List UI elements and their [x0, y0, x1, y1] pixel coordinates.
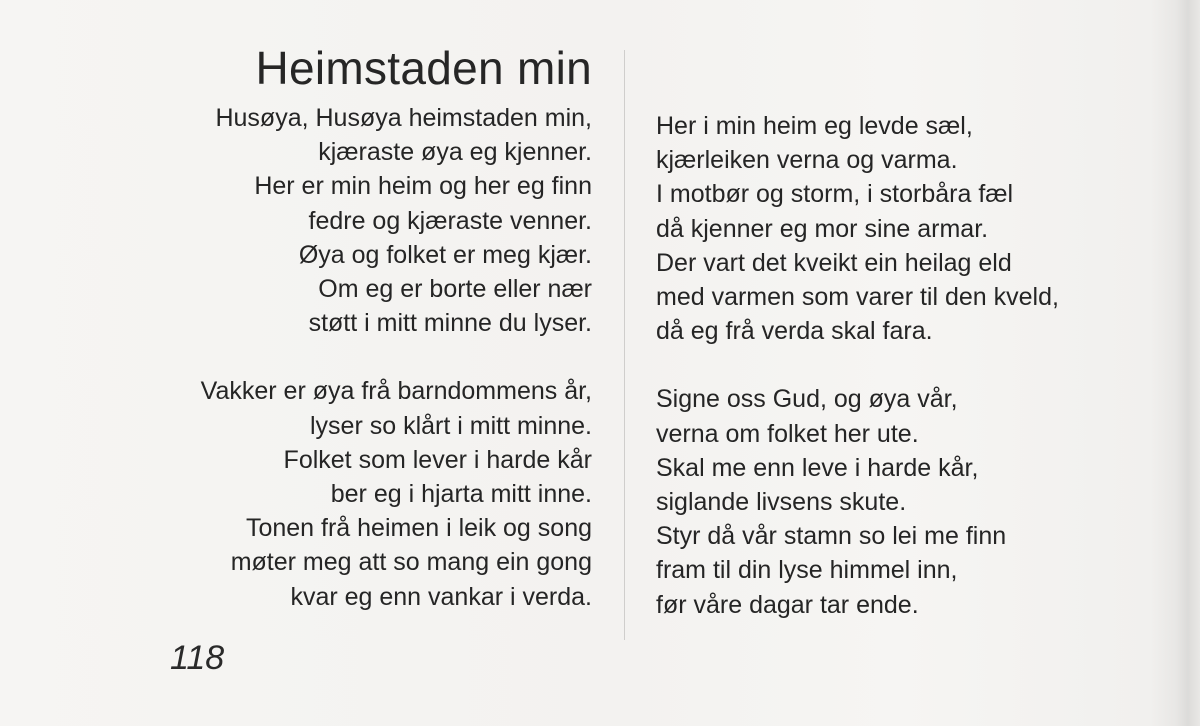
- poem-title: Heimstaden min: [255, 42, 592, 94]
- verse-line: fram til din lyse himmel inn,: [656, 556, 958, 585]
- verse-line: ber eg i hjarta mitt inne.: [330, 480, 592, 509]
- right-column: [656, 109, 1059, 622]
- verse-line: Her i min heim eg levde sæl,: [656, 112, 973, 140]
- verse-line: verna om folket her ute.: [656, 419, 919, 448]
- stanza: [656, 382, 1059, 621]
- verse-line: I motbør og storm, i storbåra fæl: [656, 180, 1014, 209]
- verse-line: Vakker er øya frå barndommens år,: [200, 377, 592, 406]
- verse-line: Om eg er borte eller nær: [318, 275, 592, 304]
- left-column: [201, 101, 592, 614]
- verse-line: Der vart det kveikt ein heilag eld: [656, 248, 1012, 277]
- column-divider: [624, 50, 625, 640]
- verse-line: då eg frå verda skal fara.: [656, 317, 933, 346]
- stanza: [656, 109, 1059, 348]
- verse-line: Husøya, Husøya heimstaden min,: [215, 104, 592, 132]
- verse-line: kvar eg enn vankar i verda.: [290, 582, 592, 611]
- page-number: 118: [170, 639, 225, 677]
- verse-line: Øya og folket er meg kjær.: [298, 240, 592, 269]
- verse-line: med varmen som varer til den kveld,: [656, 283, 1059, 312]
- verse-line: fedre og kjæraste venner.: [308, 206, 592, 235]
- stanza: [201, 374, 592, 613]
- verse-line: kjærleiken verna og varma.: [656, 146, 958, 175]
- verse-line: lyser so klårt i mitt minne.: [309, 411, 592, 440]
- verse-line: kjæraste øya eg kjenner.: [318, 138, 592, 167]
- verse-line: møter meg att so mang ein gong: [230, 548, 592, 577]
- verse-line: før våre dagar tar ende.: [656, 590, 919, 619]
- verse-line: då kjenner eg mor sine armar.: [656, 214, 989, 243]
- verse-line: Signe oss Gud, og øya vår,: [656, 385, 958, 414]
- verse-line: støtt i mitt minne du lyser.: [308, 309, 592, 338]
- verse-line: Her er min heim og her eg finn: [254, 172, 592, 201]
- verse-line: Styr då vår stamn so lei me finn: [656, 522, 1007, 551]
- verse-line: Folket som lever i harde kår: [283, 445, 592, 474]
- verse-line: Skal me enn leve i harde kår,: [656, 453, 979, 482]
- stanza: [201, 101, 592, 340]
- verse-line: siglande livsens skute.: [656, 488, 907, 517]
- verse-line: Tonen frå heimen i leik og song: [245, 514, 592, 543]
